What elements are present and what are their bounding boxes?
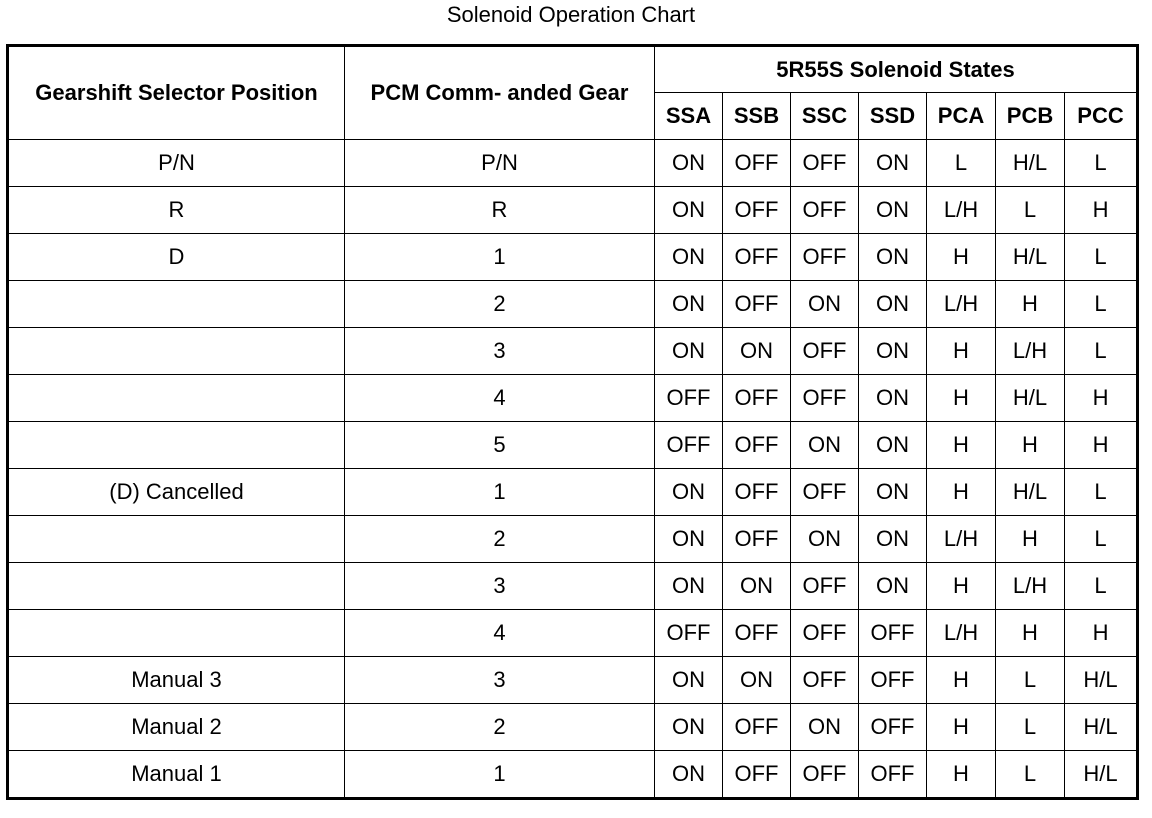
cell-pca-state: H (927, 704, 996, 751)
cell-ssd-state: OFF (859, 657, 927, 704)
cell-selector-position (8, 610, 345, 657)
cell-ssa-state: ON (655, 469, 723, 516)
cell-ssb-state: OFF (723, 704, 791, 751)
cell-selector-position: Manual 3 (8, 657, 345, 704)
cell-selector-position: Manual 1 (8, 751, 345, 799)
cell-pcb-state: H/L (996, 469, 1065, 516)
cell-selector-position: Manual 2 (8, 704, 345, 751)
header-pcb: PCB (996, 93, 1065, 140)
cell-commanded-gear: R (345, 187, 655, 234)
header-solenoid-states: 5R55S Solenoid States (655, 46, 1138, 93)
cell-commanded-gear: 3 (345, 657, 655, 704)
cell-pcb-state: L/H (996, 328, 1065, 375)
cell-ssa-state: ON (655, 516, 723, 563)
cell-pcc-state: H/L (1065, 657, 1138, 704)
cell-ssa-state: ON (655, 234, 723, 281)
cell-commanded-gear: 3 (345, 563, 655, 610)
cell-ssc-state: ON (791, 281, 859, 328)
cell-ssc-state: OFF (791, 234, 859, 281)
table-row (8, 234, 1138, 281)
cell-pcb-state: H/L (996, 234, 1065, 281)
header-ssa: SSA (655, 93, 723, 140)
cell-pcb-state: L (996, 657, 1065, 704)
header-selector-position: Gearshift Selector Position (8, 46, 345, 140)
cell-commanded-gear: 2 (345, 704, 655, 751)
table-row (8, 375, 1138, 422)
cell-ssd-state: ON (859, 187, 927, 234)
header-group-row (8, 46, 1138, 93)
cell-ssa-state: ON (655, 563, 723, 610)
cell-commanded-gear: 2 (345, 281, 655, 328)
cell-pcb-state: L/H (996, 563, 1065, 610)
header-pcc: PCC (1065, 93, 1138, 140)
cell-selector-position (8, 563, 345, 610)
cell-pca-state: L (927, 140, 996, 187)
cell-ssa-state: ON (655, 187, 723, 234)
cell-ssd-state: OFF (859, 751, 927, 799)
cell-ssc-state: ON (791, 516, 859, 563)
cell-ssa-state: OFF (655, 375, 723, 422)
cell-pcb-state: H/L (996, 375, 1065, 422)
cell-ssa-state: ON (655, 751, 723, 799)
cell-selector-position (8, 422, 345, 469)
cell-pcb-state: L (996, 704, 1065, 751)
cell-ssd-state: OFF (859, 610, 927, 657)
cell-ssd-state: ON (859, 563, 927, 610)
cell-ssa-state: ON (655, 281, 723, 328)
cell-commanded-gear: 5 (345, 422, 655, 469)
cell-ssb-state: OFF (723, 187, 791, 234)
cell-commanded-gear: 4 (345, 375, 655, 422)
table-row (8, 469, 1138, 516)
cell-pcb-state: H/L (996, 140, 1065, 187)
cell-pcb-state: H (996, 610, 1065, 657)
cell-pcc-state: L (1065, 234, 1138, 281)
cell-ssd-state: ON (859, 281, 927, 328)
cell-ssb-state: OFF (723, 610, 791, 657)
table-row (8, 281, 1138, 328)
cell-ssa-state: ON (655, 140, 723, 187)
cell-ssa-state: OFF (655, 610, 723, 657)
cell-pca-state: L/H (927, 281, 996, 328)
cell-pcb-state: L (996, 751, 1065, 799)
cell-selector-position (8, 516, 345, 563)
header-ssc: SSC (791, 93, 859, 140)
cell-pcc-state: H (1065, 375, 1138, 422)
cell-pcc-state: H (1065, 187, 1138, 234)
cell-pcc-state: L (1065, 563, 1138, 610)
cell-ssa-state: OFF (655, 422, 723, 469)
cell-pcb-state: H (996, 516, 1065, 563)
cell-ssc-state: OFF (791, 375, 859, 422)
cell-ssc-state: OFF (791, 610, 859, 657)
cell-ssa-state: ON (655, 657, 723, 704)
cell-selector-position: D (8, 234, 345, 281)
cell-pcc-state: L (1065, 140, 1138, 187)
cell-selector-position: P/N (8, 140, 345, 187)
cell-ssa-state: ON (655, 328, 723, 375)
cell-ssd-state: ON (859, 469, 927, 516)
cell-ssa-state: ON (655, 704, 723, 751)
cell-ssd-state: ON (859, 140, 927, 187)
header-ssd: SSD (859, 93, 927, 140)
cell-ssd-state: OFF (859, 704, 927, 751)
table-body (8, 140, 1138, 799)
cell-selector-position (8, 375, 345, 422)
table-row (8, 422, 1138, 469)
cell-ssc-state: ON (791, 704, 859, 751)
header-pca: PCA (927, 93, 996, 140)
cell-pca-state: L/H (927, 516, 996, 563)
table-row (8, 563, 1138, 610)
cell-ssd-state: ON (859, 375, 927, 422)
table-row (8, 610, 1138, 657)
cell-commanded-gear: 1 (345, 234, 655, 281)
cell-pca-state: L/H (927, 187, 996, 234)
cell-pcb-state: L (996, 187, 1065, 234)
header-pcm-commanded-gear: PCM Comm- anded Gear (345, 46, 655, 140)
cell-pcc-state: H (1065, 422, 1138, 469)
cell-ssc-state: OFF (791, 657, 859, 704)
cell-pcc-state: H/L (1065, 704, 1138, 751)
table-row (8, 140, 1138, 187)
cell-ssb-state: OFF (723, 422, 791, 469)
cell-ssc-state: OFF (791, 751, 859, 799)
cell-pca-state: H (927, 375, 996, 422)
cell-pca-state: L/H (927, 610, 996, 657)
cell-ssb-state: OFF (723, 375, 791, 422)
cell-commanded-gear: 1 (345, 751, 655, 799)
table-row (8, 516, 1138, 563)
cell-ssb-state: ON (723, 328, 791, 375)
cell-ssd-state: ON (859, 422, 927, 469)
cell-ssb-state: ON (723, 563, 791, 610)
cell-pca-state: H (927, 751, 996, 799)
cell-pca-state: H (927, 234, 996, 281)
cell-pcc-state: H (1065, 610, 1138, 657)
cell-pcc-state: L (1065, 328, 1138, 375)
cell-selector-position (8, 328, 345, 375)
cell-commanded-gear: 4 (345, 610, 655, 657)
cell-pcc-state: L (1065, 281, 1138, 328)
table-row (8, 187, 1138, 234)
cell-ssb-state: OFF (723, 234, 791, 281)
cell-ssb-state: OFF (723, 140, 791, 187)
cell-pcc-state: L (1065, 469, 1138, 516)
cell-ssb-state: OFF (723, 469, 791, 516)
cell-pca-state: H (927, 328, 996, 375)
cell-commanded-gear: 2 (345, 516, 655, 563)
cell-commanded-gear: 1 (345, 469, 655, 516)
table-row (8, 704, 1138, 751)
cell-ssc-state: OFF (791, 563, 859, 610)
header-ssb: SSB (723, 93, 791, 140)
cell-ssb-state: ON (723, 657, 791, 704)
cell-selector-position (8, 281, 345, 328)
page-title: Solenoid Operation Chart (446, 2, 696, 27)
cell-commanded-gear: P/N (345, 140, 655, 187)
cell-ssd-state: ON (859, 234, 927, 281)
cell-pcb-state: H (996, 281, 1065, 328)
cell-pca-state: H (927, 657, 996, 704)
table-row (8, 328, 1138, 375)
cell-ssc-state: OFF (791, 140, 859, 187)
cell-commanded-gear: 3 (345, 328, 655, 375)
cell-pcc-state: H/L (1065, 751, 1138, 799)
cell-pcb-state: H (996, 422, 1065, 469)
table-row (8, 751, 1138, 799)
cell-ssd-state: ON (859, 516, 927, 563)
cell-ssc-state: OFF (791, 187, 859, 234)
cell-ssc-state: OFF (791, 469, 859, 516)
cell-ssb-state: OFF (723, 516, 791, 563)
cell-selector-position: (D) Cancelled (8, 469, 345, 516)
cell-ssb-state: OFF (723, 751, 791, 799)
cell-ssb-state: OFF (723, 281, 791, 328)
table-row (8, 657, 1138, 704)
cell-ssc-state: OFF (791, 328, 859, 375)
cell-pca-state: H (927, 469, 996, 516)
cell-pca-state: H (927, 563, 996, 610)
cell-pcc-state: L (1065, 516, 1138, 563)
cell-ssd-state: ON (859, 328, 927, 375)
cell-ssc-state: ON (791, 422, 859, 469)
cell-pca-state: H (927, 422, 996, 469)
cell-selector-position: R (8, 187, 345, 234)
solenoid-operation-table (6, 44, 1139, 800)
